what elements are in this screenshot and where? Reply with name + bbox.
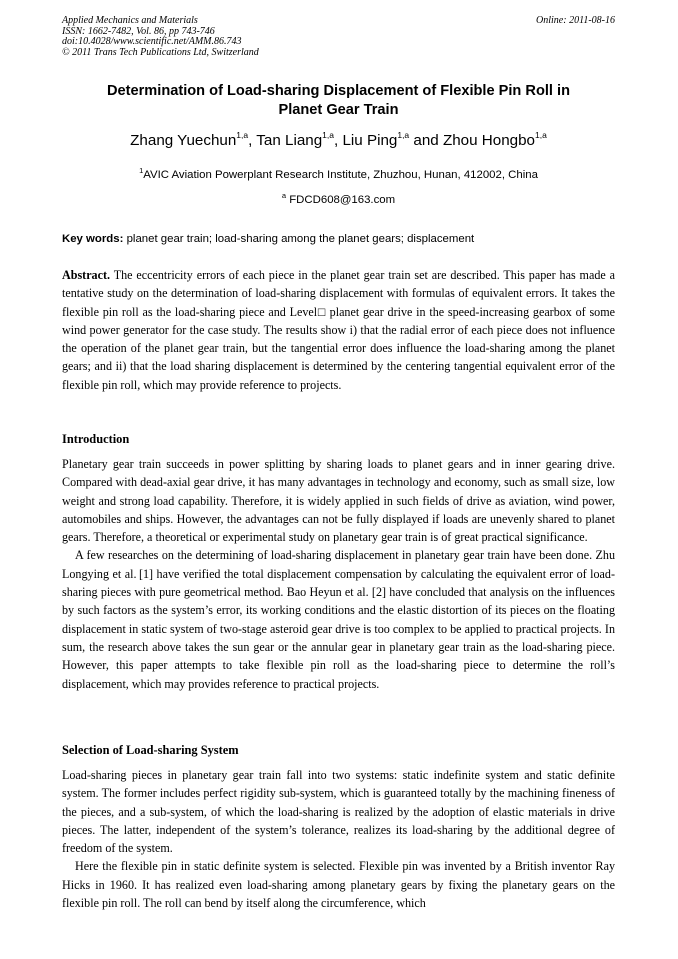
paragraph: Here the flexible pin in static definite system is selected. Flexible pin was invented by a British inventor Ray Hicks in 1960. It has realized even load-sharing among planetary gears by fixing the planetary gears on the flexible pin roll. The roll can bend by itself along the circumference, which <box>62 859 615 911</box>
online-date: Online: 2011-08-16 <box>536 15 615 26</box>
introduction-body <box>62 455 615 693</box>
author-name: Zhou Hongbo <box>442 132 535 149</box>
author-affil-mark: 1,a <box>397 130 410 140</box>
selection-body <box>62 766 615 912</box>
author-separator: and <box>409 132 443 149</box>
keywords <box>62 231 615 247</box>
keywords-text: planet gear train; load-sharing among the planet gears; displacement <box>126 233 475 245</box>
author-separator: , <box>248 132 257 149</box>
title-line-2: Planet Gear Train <box>278 102 399 118</box>
abstract-text: The eccentricity errors of each piece in the planet gear train set are described. This paper has made a tentative study on the determination of load-sharing displacement with formulas of equivalent errors. It takes the flexible pin roll as the load-sharing piece and Level□ planet gear drive in the speed-increasing gearbox of some wind power generator for the case study. The results show i) that the radial error of each piece does not influence the operation of the planet gear train, but the tangential error does influence the load-sharing among the planet gears; and ii) that the load sharing displacement is determined by the centering tangential equivalent error of the flexible pin roll, which may provide reference to projects. <box>62 268 616 392</box>
title-line-1: Determination of Load-sharing Displacement of Flexible Pin Roll in <box>106 83 570 99</box>
paragraph: Planetary gear train succeeds in power splitting by sharing loads to planet gears and in inner gearing drive. Compared with dead-axial gear drive, it has many advantages in technology and economy, such as small size, low weight and strong load capability. Therefore, it is widely applied in such fields of drive as aviation, wind power, automobiles and ships. However, the advantages can not be fully displayed if loads are unevenly shared to planet gears. Therefore, a theoretical or experimental study on planetary gear train is of great practical significance. <box>62 457 615 545</box>
author-affil-mark: 1,a <box>236 130 249 140</box>
introduction-heading: Introduction <box>62 432 130 446</box>
abstract-label: Abstract. <box>62 268 111 282</box>
author-affil-mark: 1,a <box>535 130 547 140</box>
copyright-line: © 2011 Trans Tech Publications Ltd, Switzerland <box>62 46 259 58</box>
journal-header <box>62 16 259 58</box>
keywords-label: Key words: <box>62 233 124 245</box>
abstract <box>62 266 615 394</box>
email-address[interactable]: FDCD608@163.com <box>289 194 396 206</box>
journal-name: Applied Mechanics and Materials <box>62 15 198 26</box>
author-name: Tan Liang <box>256 132 323 149</box>
email-mark: a <box>281 191 287 200</box>
paragraph: A few researches on the determining of load-sharing displacement in planetary gear train have been done. Zhu Longying et al. [1] have verified the total displacement compensation by calculating the equivalent error of load-sharing pieces with pure geometrical method. Bao Heyun et al. [2] have concluded that analysis on the influences by such factors as the system’s error, its working conditions and the elastic distortion of its pieces on the floating displacement in static system of two-stage asteroid gear drive is too complex to be applied to practical projects. In sum, the research above takes the sun gear or the annular gear in planetary gear train as the load-sharing piece. However, this paper attempts to take flexible pin roll as the load-sharing piece to determine the roll’s displacement, which may provides reference to practical projects. <box>62 548 615 691</box>
doi-line: doi:10.4028/www.scientific.net/AMM.86.743 <box>62 36 242 48</box>
author-name: Zhang Yuechun <box>130 132 237 149</box>
abstract-paragraph <box>62 266 615 394</box>
contact-email <box>62 192 615 208</box>
paragraph: Load-sharing pieces in planetary gear train fall into two systems: static indefinite system and static definite system. The former includes perfect rigidity sub-system, which is guaranteed totally by the machining fineness of the pieces, and a sub-system, of which the load-sharing is realized by the adoption of elastic materials in drive pieces. The latter, independent of the system’s tolerance, realizes its load-sharing by the additional degree of freedom of the system. <box>62 768 615 856</box>
paper-title <box>62 82 615 120</box>
author-separator: , <box>334 132 343 149</box>
affiliation <box>62 167 615 183</box>
affiliation-mark: 1 <box>139 166 144 175</box>
issn-line: ISSN: 1662-7482, Vol. 86, pp 743-746 <box>62 25 215 37</box>
author-list <box>62 131 615 151</box>
selection-heading: Selection of Load-sharing System <box>62 743 239 757</box>
affiliation-text: AVIC Aviation Powerplant Research Institute, Zhuzhou, Hunan, 412002, China <box>143 169 538 181</box>
author-affil-mark: 1,a <box>322 130 334 140</box>
author-name: Liu Ping <box>342 132 398 149</box>
